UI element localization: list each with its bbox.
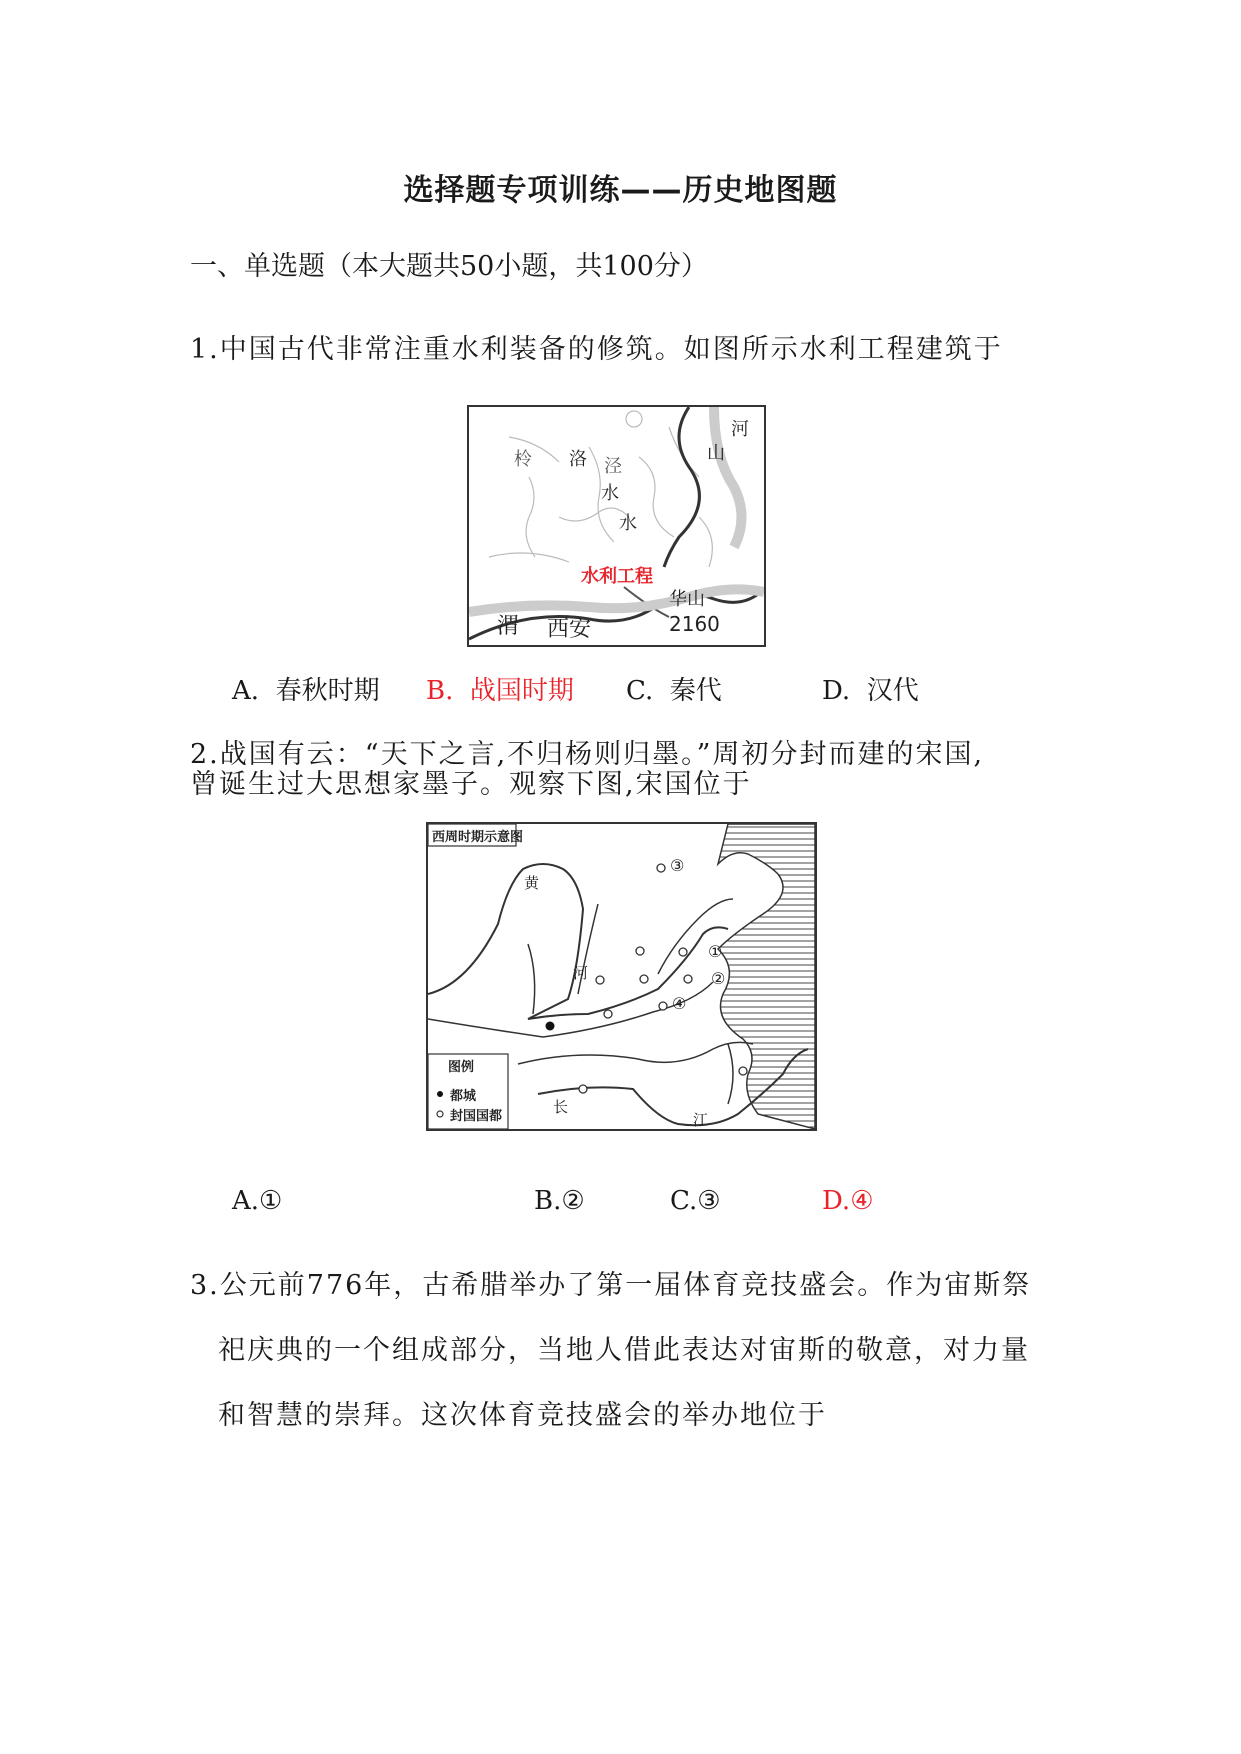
- q2-option-c-label: C.: [670, 1186, 698, 1216]
- page-title: 选择题专项训练——历史地图题: [403, 173, 838, 208]
- map2-label-he: 河: [573, 964, 589, 982]
- map2-marker-3: ③: [670, 856, 685, 875]
- map2-label-jiang: 江: [693, 1111, 709, 1129]
- question-1-stem: 1.中国古代非常注重水利装备的修筑。如图所示水利工程建筑于: [190, 334, 1003, 365]
- q2-option-d-text: ④: [850, 1186, 874, 1216]
- map1-label-ling: 柃: [514, 449, 532, 470]
- map1-label-elev: 2160: [669, 612, 720, 636]
- q1-option-c[interactable]: [626, 670, 722, 707]
- q1-option-b-label: B.: [426, 676, 454, 706]
- q2-option-b-label: B.: [534, 1186, 562, 1216]
- map2-marker-4: ④: [672, 994, 687, 1013]
- question-3-stem-line3: 和智慧的崇拜。这次体育竞技盛会的举办地位于: [218, 1400, 827, 1431]
- section-heading: 一、单选题（本大题共50小题，共100分）: [190, 251, 708, 282]
- map2-legend-title: 图例: [448, 1060, 475, 1075]
- q1-option-d-label: D.: [822, 676, 851, 706]
- map1-label-jing: 泾: [604, 456, 622, 477]
- question-2-map-svg: [428, 824, 815, 1129]
- question-3-stem-line1: 3.公元前776年，古希腊举办了第一届体育竞技盛会。作为宙斯祭: [190, 1270, 1032, 1301]
- question-2-stem-line2: 曾诞生过大思想家墨子。观察下图,宋国位于: [190, 769, 752, 800]
- map2-label-chang: 长: [553, 1098, 569, 1116]
- q2-option-b-text: ②: [561, 1186, 585, 1216]
- q2-option-b[interactable]: [534, 1186, 585, 1216]
- q2-option-c-text: ③: [697, 1186, 721, 1216]
- q2-option-a-text: ①: [259, 1186, 283, 1216]
- map2-marker-1: ①: [708, 942, 723, 961]
- map1-label-wei: 渭: [497, 614, 520, 639]
- map1-label-shui2: 水: [619, 513, 637, 534]
- map2-label-huang: 黄: [524, 874, 540, 892]
- q1-option-d-text: 汉代: [866, 676, 919, 706]
- map2-legend-capital: 都城: [450, 1089, 477, 1104]
- map1-label-huashan: 华山: [669, 589, 705, 610]
- q2-option-c[interactable]: [670, 1186, 721, 1216]
- map1-label-he: 河: [731, 419, 749, 440]
- q1-option-a-text: 春秋时期: [275, 676, 380, 706]
- q1-option-a[interactable]: [232, 670, 380, 707]
- q1-option-c-text: 秦代: [669, 676, 722, 706]
- q2-option-d-label: D.: [822, 1186, 851, 1216]
- question-2-map: [426, 822, 817, 1131]
- map2-marker-2: ②: [711, 969, 726, 988]
- q1-option-d[interactable]: [822, 670, 919, 707]
- q2-option-d[interactable]: [822, 1186, 874, 1216]
- map1-label-shui: 水: [601, 483, 619, 504]
- question-3-stem-line2: 祀庆典的一个组成部分，当地人借此表达对宙斯的敬意，对力量: [218, 1335, 1030, 1366]
- map1-label-xian: 西安: [547, 617, 592, 642]
- question-2-stem-line1: 2.战国有云：“天下之言,不归杨则归墨。”周初分封而建的宋国,: [190, 739, 985, 770]
- q1-option-b-text: 战国时期: [469, 676, 574, 706]
- q1-option-a-label: A.: [232, 676, 260, 706]
- q2-option-a[interactable]: [232, 1186, 282, 1216]
- question-1-map: [467, 405, 766, 647]
- map1-highlight-label: 水利工程: [581, 566, 653, 587]
- map1-label-shan: 山: [707, 443, 725, 464]
- map2-title: 西周时期示意图: [432, 830, 524, 845]
- map2-legend-fief: 封国国都: [450, 1109, 503, 1124]
- q1-option-b[interactable]: [426, 670, 574, 707]
- map1-label-luo: 洛: [569, 449, 587, 470]
- q2-option-a-label: A.: [232, 1186, 260, 1216]
- q1-option-c-label: C.: [626, 676, 654, 706]
